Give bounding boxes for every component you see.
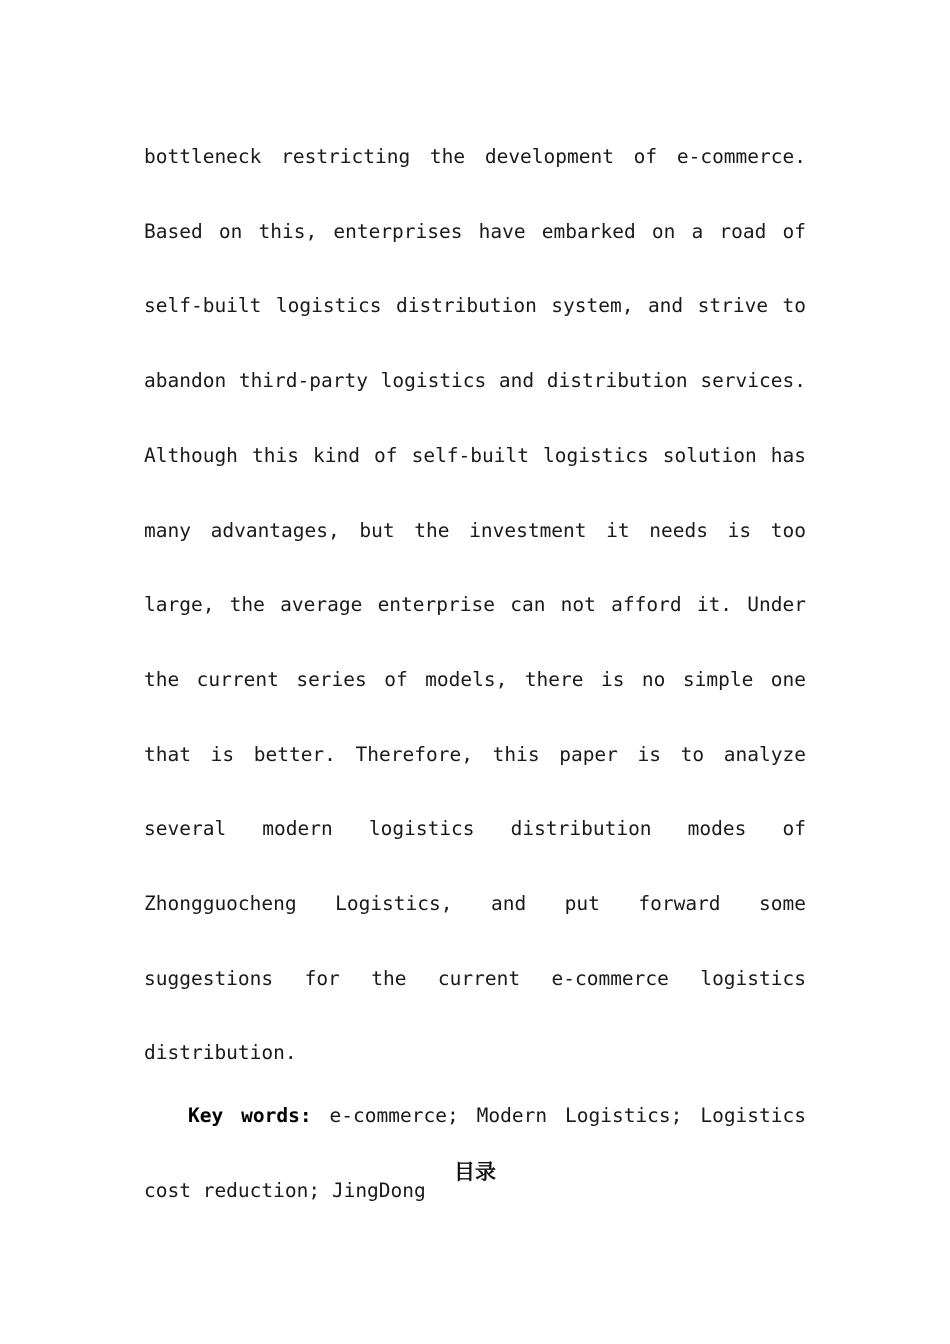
keywords-line [144,1079,806,1228]
table-of-contents-heading: 目录 [454,1160,496,1184]
abstract-section [144,120,806,1229]
keywords-value: e-commerce; Modern Logistics; Logistics cost reduction; JingDong [144,1104,806,1202]
keywords-label: Key words: [188,1104,312,1128]
abstract-body-text: bottleneck restricting the development of e-commerce. Based on this, enterprises have embarked on a road of self-built logistics distribution system, and strive to abandon third-party logistics and distribution services. Although this kind of self-built logistics solution has many advantages, but the investment it needs is too large, the average enterprise can not afford it. Under the current series of models, there is no simple one that is better. Therefore, this paper is to analyze several modern logistics distribution modes of Zhongguocheng Logistics, and put forward some suggestions for the current e-commerce logistics distribution. [144,145,806,1065]
